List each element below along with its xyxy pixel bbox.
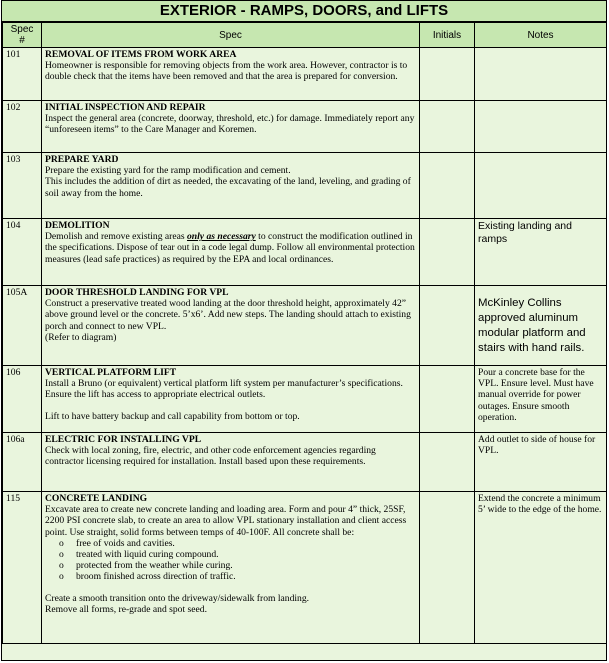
spec-text: Lift to have battery backup and call capability from bottom or top. <box>45 410 300 422</box>
spec-heading: VERTICAL PLATFORM LIFT <box>45 367 177 378</box>
table-row <box>3 48 607 101</box>
initials-cell[interactable] <box>420 492 475 644</box>
page-title: EXTERIOR - RAMPS, DOORS, and LIFTS <box>2 1 606 22</box>
table-row <box>3 219 607 286</box>
spec-cell <box>42 492 420 644</box>
spec-cell <box>42 48 420 101</box>
notes-cell <box>475 48 607 101</box>
spec-number: 115 <box>3 492 42 644</box>
spec-number: 105A <box>3 286 42 366</box>
initials-cell[interactable] <box>420 286 475 366</box>
spec-number: 104 <box>3 219 42 286</box>
initials-cell[interactable] <box>420 153 475 219</box>
spec-number: 103 <box>3 153 42 219</box>
spec-heading: DOOR THRESHOLD LANDING FOR VPL <box>45 287 229 298</box>
table-row <box>3 433 607 492</box>
table-row <box>3 101 607 153</box>
spec-heading: ELECTRIC FOR INSTALLING VPL <box>45 434 202 445</box>
spec-cell <box>42 101 420 153</box>
spec-text: Remove all forms, re-grade and spot seed. <box>45 603 207 615</box>
emphasis-text: only as necessary <box>187 231 256 243</box>
spec-cell <box>42 219 420 286</box>
spec-text: Check with local zoning, fire, electric, and other code enforcement agencies regarding contractor licensing required for installation. Install based upon these requirements. <box>45 445 376 468</box>
spec-heading: REMOVAL OF ITEMS FROM WORK AREA <box>45 49 237 60</box>
list-item: o protected from the weather while curing. <box>59 560 416 571</box>
spec-text: (Refer to diagram) <box>45 331 117 343</box>
spec-cell <box>42 153 420 219</box>
col-header-spec-num: Spec # <box>3 23 42 48</box>
col-header-notes: Notes <box>475 23 607 48</box>
notes-cell: Add outlet to side of house for VPL. <box>475 433 607 492</box>
notes-cell <box>475 153 607 219</box>
initials-cell[interactable] <box>420 219 475 286</box>
spec-number: 102 <box>3 101 42 153</box>
initials-cell[interactable] <box>420 101 475 153</box>
notes-cell: Extend the concrete a minimum 5’ wide to the edge of the home. <box>475 492 607 644</box>
spec-heading: INITIAL INSPECTION AND REPAIR <box>45 102 206 113</box>
list-item: o free of voids and cavities. <box>59 538 416 549</box>
col-header-spec: Spec <box>42 23 420 48</box>
spec-text: Excavate area to create new concrete landing and loading area. Form and pour 4” thick, 25SF, 2200 PSI concrete slab, to create an area to allow VPL stationary installation and client access point. Use straight, solid forms between temps of 40-100F. All concrete shall be: <box>45 504 407 538</box>
spec-cell <box>42 433 420 492</box>
spec-number: 101 <box>3 48 42 101</box>
spec-number: 106a <box>3 433 42 492</box>
list-item: o broom finished across direction of traffic. <box>59 571 416 582</box>
notes-cell: McKinley Collins approved aluminum modular platform and stairs with hand rails. <box>475 286 607 366</box>
initials-cell[interactable] <box>420 366 475 433</box>
table-row <box>3 492 607 644</box>
table-row <box>3 366 607 433</box>
list-item: o treated with liquid curing compound. <box>59 549 416 560</box>
table-row <box>3 286 607 366</box>
spec-cell <box>42 366 420 433</box>
spec-text: Install a Bruno (or equivalent) vertical platform lift system per manufacturer’s specifications. Ensure the lift has access to appropriate electrical outlets. <box>45 378 403 401</box>
spec-cell <box>42 286 420 366</box>
initials-cell[interactable] <box>420 48 475 101</box>
spec-text: This includes the addition of dirt as needed, the excavating of the land, leveling, and grading of soil away from the home. <box>45 176 411 199</box>
bullet-list <box>45 538 416 583</box>
col-header-initials: Initials <box>420 23 475 48</box>
notes-cell: Existing landing and ramps <box>475 219 607 286</box>
notes-cell: Pour a concrete base for the VPL. Ensure level. Must have manual override for power outages. Ensure smooth operation. <box>475 366 607 433</box>
spec-sheet <box>1 0 607 661</box>
spec-number: 106 <box>3 366 42 433</box>
spec-heading: PREPARE YARD <box>45 154 119 165</box>
header-row <box>3 23 607 48</box>
spec-text: Create a smooth transition onto the driveway/sidewalk from landing. <box>45 592 310 604</box>
table-row <box>3 153 607 219</box>
spec-text: Homeowner is responsible for removing objects from the work area. However, contractor is to double check that the items have been removed and that the area is prepared for conversion. <box>45 60 408 83</box>
initials-cell[interactable] <box>420 433 475 492</box>
spec-text: Demolish and remove existing areas only as necessary to construct the modification outlined in the specifications. Dispose of tear out in a code legal dump. Follow all environmental protection measures (lead safe practices) as required by the EPA and local ordinances. <box>45 231 415 265</box>
notes-cell <box>475 101 607 153</box>
spec-table <box>2 22 607 644</box>
spec-text: Inspect the general area (concrete, doorway, threshold, etc.) for damage. Immediately report any “unforeseen items” to the Care Manager and Koremen. <box>45 113 415 136</box>
spec-text: Construct a preservative treated wood landing at the door threshold height, approximately 42” above ground level or the concrete. 5’x6’. Add new steps. The landing should attach to existing porch and connect to new VPL. <box>45 298 411 332</box>
spec-text: Prepare the existing yard for the ramp modification and cement. <box>45 165 291 177</box>
spec-heading: CONCRETE LANDING <box>45 493 148 504</box>
spec-heading: DEMOLITION <box>45 220 110 231</box>
